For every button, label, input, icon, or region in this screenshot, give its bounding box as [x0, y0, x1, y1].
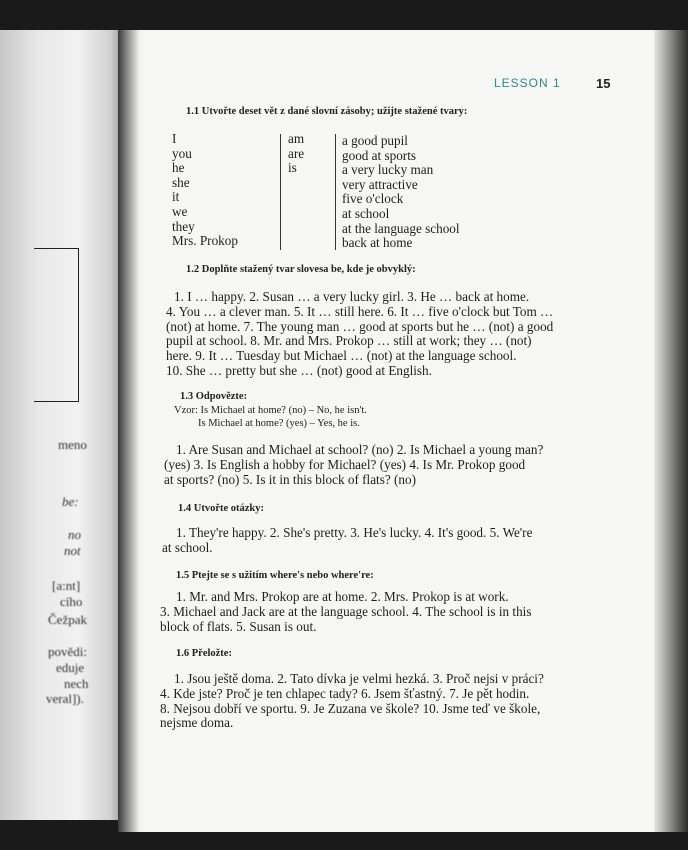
text-line: 4. You … a clever man. 5. It … still here. 6. It … five o'clock but Tom … — [166, 303, 554, 319]
complement-item: a good pupil — [342, 133, 408, 148]
exercise-text-1-4 — [162, 526, 598, 556]
text-line: 8. Nejsou dobří ve sportu. 9. Je Zuzana ve škole? 10. Jsme teď ve škole, — [160, 700, 541, 716]
column-divider — [280, 134, 281, 250]
subject-item: he — [172, 160, 185, 176]
subject-item: she — [172, 174, 190, 190]
text-line: (yes) 3. Is English a hobby for Michael? (yes) 4. Is Mr. Prokop good — [164, 456, 526, 472]
example-line: Vzor: Is Michael at home? (no) – No, he isn't. — [174, 405, 367, 416]
text-line: here. 9. It … Tuesday but Michael … (not) at the language school. — [166, 348, 517, 364]
subject-item: Mrs. Prokop — [172, 233, 238, 249]
text-line: 4. Kde jste? Proč je ten chlapec tady? 6. Jsem šťastný. 7. Je pět hodin. — [160, 685, 530, 701]
text-line: 1. Jsou ještě doma. 2. Tato dívka je velmi hezká. 3. Proč nejsi v práci? — [174, 671, 544, 686]
section-title-1-3: 1.3 Odpovězte: — [180, 391, 248, 402]
text-line: at sports? (no) 5. Is it in this block of flats? (no) — [164, 471, 416, 487]
left-margin-text: not — [64, 543, 81, 558]
subject-item: it — [172, 189, 180, 205]
left-margin-text: [a:nt] — [52, 578, 81, 593]
left-margin-text: povědi: — [48, 644, 87, 659]
section-title-1-5: 1.5 Ptejte se s užitím where's nebo where're: — [176, 570, 374, 581]
text-line: 1. Are Susan and Michael at school? (no) 2. Is Michael a young man? — [176, 442, 544, 457]
running-header: LESSON 1 — [494, 76, 561, 90]
exercise-text-1-6 — [160, 672, 596, 731]
complement-item: back at home — [342, 235, 413, 251]
subject-column — [172, 132, 238, 249]
complement-column — [342, 134, 460, 251]
left-margin-text: eduje — [56, 660, 85, 675]
example-line: Is Michael at home? (yes) – Yes, he is. — [198, 418, 360, 429]
left-page-box — [34, 248, 79, 402]
subject-item: they — [172, 218, 195, 234]
section-title-1-4: 1.4 Utvořte otázky: — [178, 503, 265, 514]
left-margin-text: meno — [58, 437, 87, 452]
page-gutter — [118, 30, 140, 832]
text-line: 1. Mr. and Mrs. Prokop are at home. 2. Mrs. Prokop is at work. — [176, 589, 509, 604]
section-title-1-2: 1.2 Doplňte stažený tvar slovesa be, kde je obvyklý: — [186, 264, 416, 275]
text-line: at school. — [162, 539, 213, 555]
left-margin-text: be: — [62, 494, 79, 509]
page-edge — [654, 30, 688, 832]
subject-item: I — [172, 131, 177, 146]
left-margin-text: veral]). — [46, 691, 84, 706]
verb-item: am — [288, 131, 305, 146]
text-line: 1. They're happy. 2. She's pretty. 3. He's lucky. 4. It's good. 5. We're — [176, 525, 533, 540]
text-line: 10. She … pretty but she … (not) good at English. — [166, 362, 432, 378]
text-line: (not) at home. 7. The young man … good at sports but he … (not) a good — [166, 318, 554, 334]
text-line: pupil at school. 8. Mr. and Mrs. Prokop … still at work; they … (not) — [166, 333, 532, 349]
left-margin-text: nech — [64, 676, 89, 691]
text-line: 3. Michael and Jack are at the language school. 4. The school is in this — [160, 603, 532, 619]
complement-item: very attractive — [342, 176, 418, 192]
exercise-text-1-2 — [166, 290, 602, 379]
verb-item: are — [288, 145, 305, 161]
left-margin-text: cího — [60, 594, 83, 609]
complement-item: good at sports — [342, 147, 416, 163]
column-divider — [335, 134, 336, 250]
page-number: 15 — [596, 76, 611, 91]
text-line: block of flats. 5. Susan is out. — [160, 618, 317, 634]
section-title-1-1: 1.1 Utvořte deset vět z dané slovní zásoby; užijte stažené tvary: — [186, 106, 468, 117]
complement-item: at the language school — [342, 220, 460, 236]
subject-item: you — [172, 145, 192, 161]
left-margin-text: no — [68, 527, 81, 542]
verb-column — [288, 132, 304, 176]
left-margin-text: Čežpak — [48, 612, 87, 627]
complement-item: a very lucky man — [342, 162, 434, 178]
section-title-1-6: 1.6 Přeložte: — [176, 648, 232, 659]
exercise-text-1-3 — [164, 443, 600, 487]
text-line: nejsme doma. — [160, 715, 234, 731]
complement-item: five o'clock — [342, 191, 404, 207]
complement-item: at school — [342, 205, 390, 221]
text-line: 1. I … happy. 2. Susan … a very lucky girl. 3. He … back at home. — [174, 289, 530, 304]
exercise-text-1-5 — [160, 590, 596, 634]
subject-item: we — [172, 203, 188, 219]
verb-item: is — [288, 160, 297, 176]
